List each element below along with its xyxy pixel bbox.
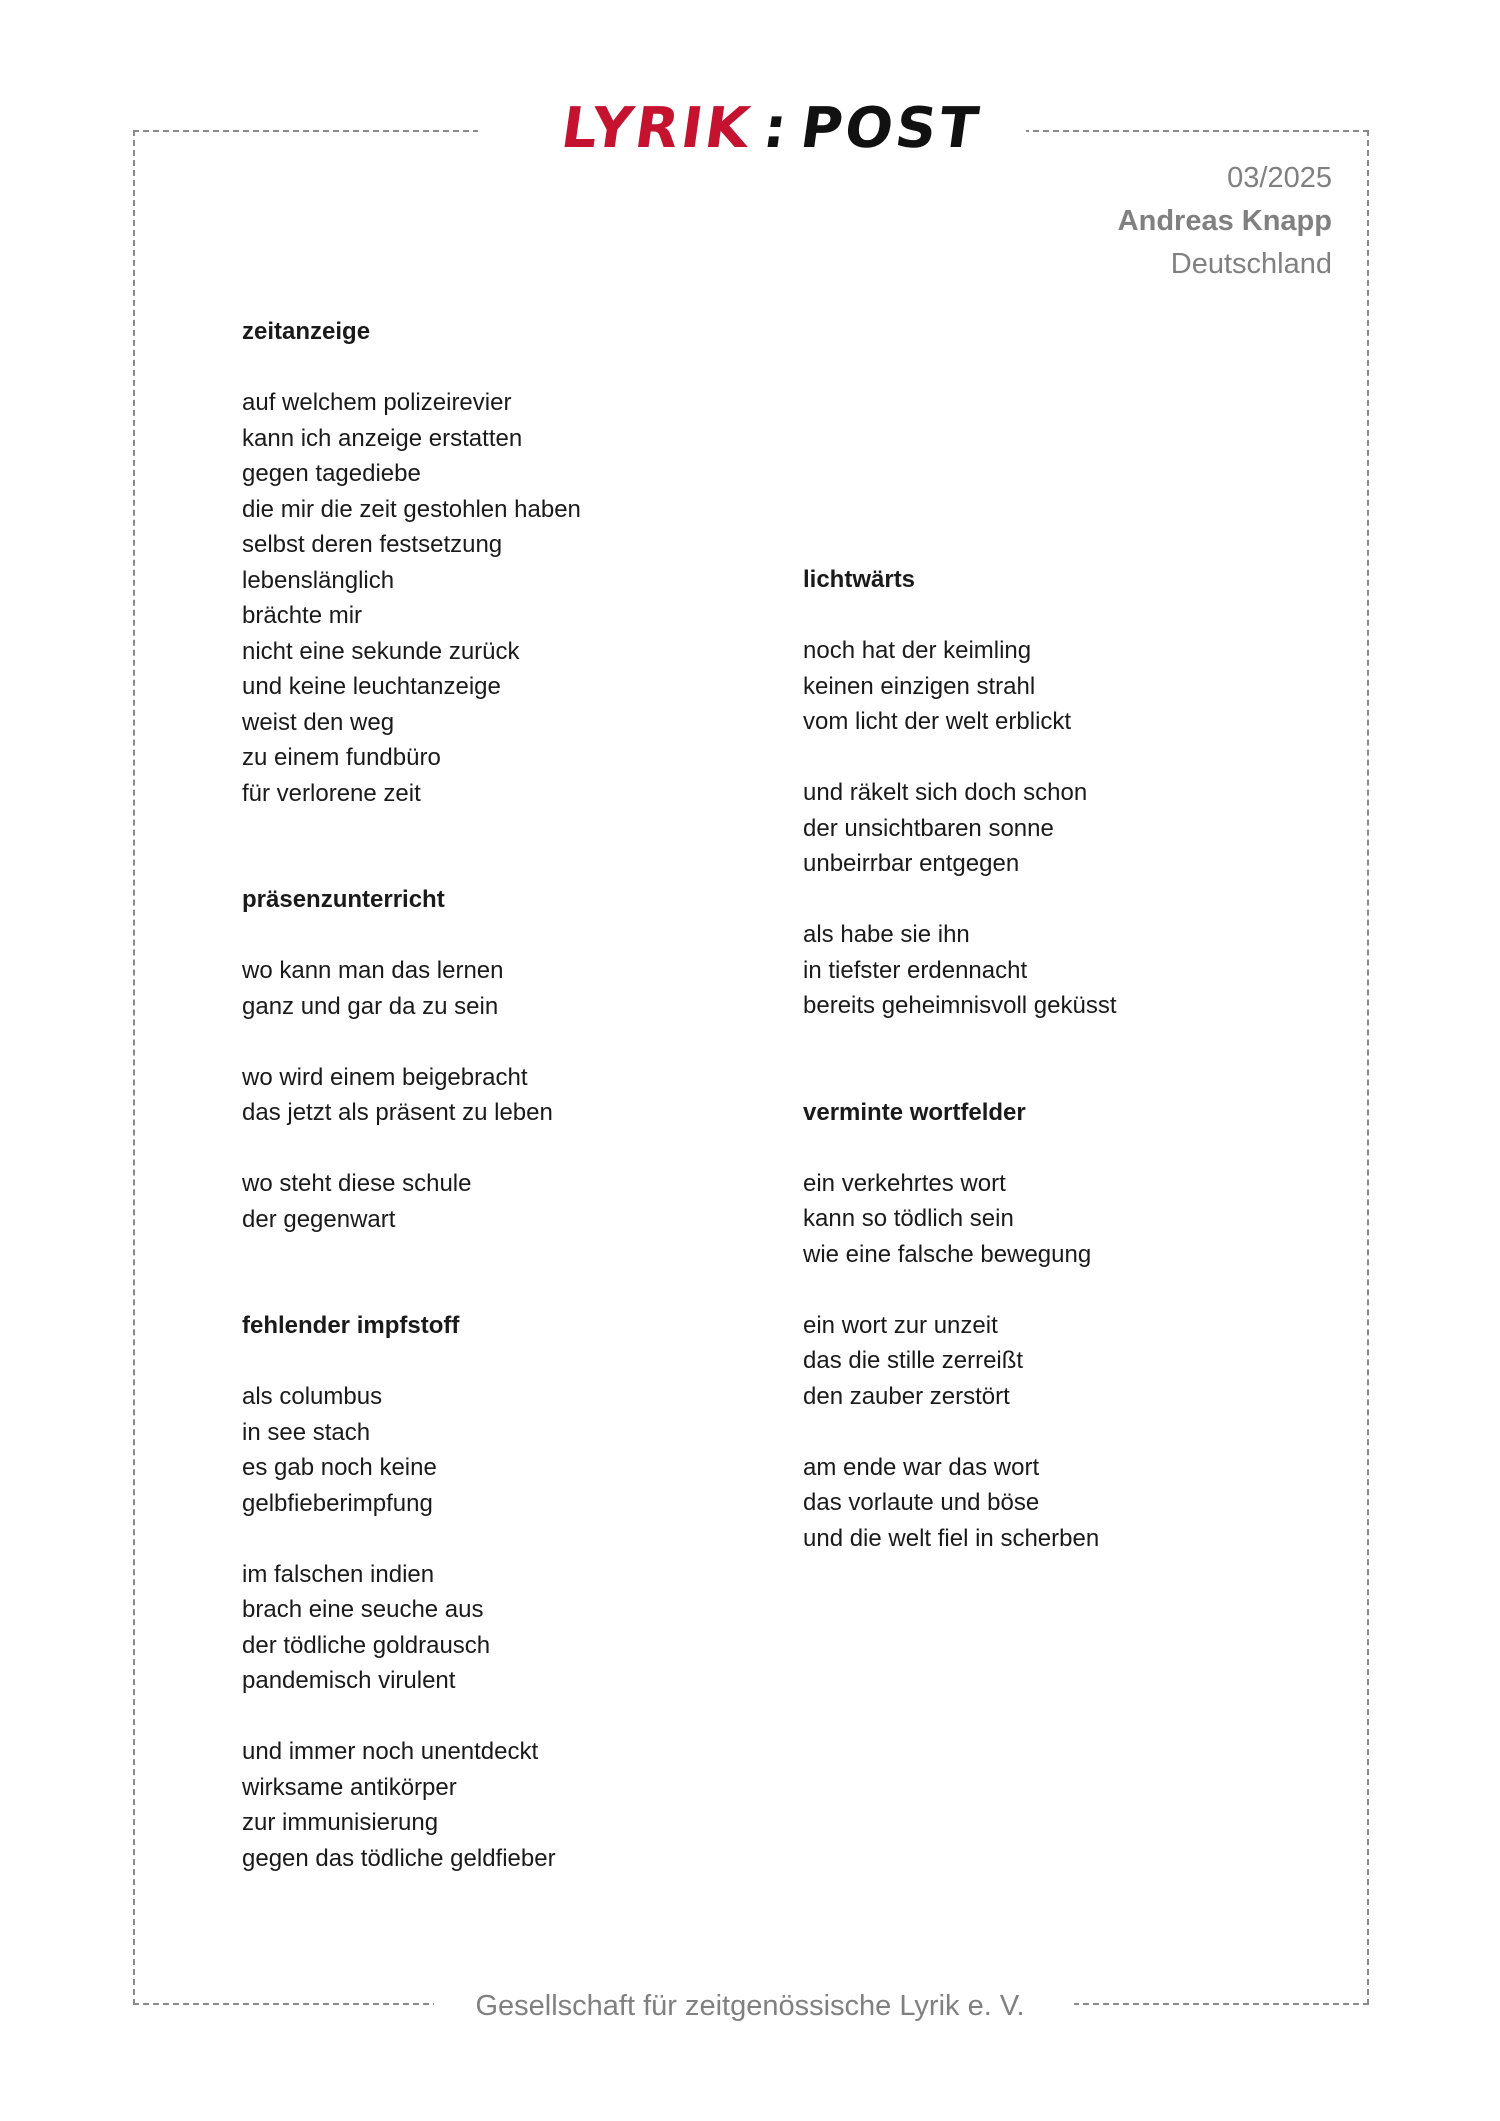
poem-line: bereits geheimnisvoll geküsst [803,992,1117,1019]
poem-line: weist den weg [242,708,395,736]
author-name: Andreas Knapp [1117,205,1332,237]
poem-line: wo kann man das lernen [242,957,504,984]
poem-line: kann ich anzeige erstatten [242,424,523,452]
author-country: Deutschland [1170,248,1332,280]
poem-line: gegen das tödliche geldfieber [242,1844,556,1872]
poem-line: im falschen indien [242,1560,435,1588]
issue-number: 03/2025 [1227,162,1332,194]
poem-line: als habe sie ihn [803,921,970,948]
poem-line: für verlorene zeit [242,779,421,807]
poem-line: selbst deren festsetzung [242,531,503,558]
poem-line: ganz und gar da zu sein [242,992,499,1020]
poem-line: und immer noch unentdeckt [242,1738,539,1765]
poem-line: wo steht diese schule [242,1170,472,1197]
footer-society-name: Gesellschaft für zeitgenössische Lyrik e. V. [475,1990,1025,2022]
poem-line: zur immunisierung [242,1809,439,1836]
poem-title: zeitanzeige [242,318,371,345]
poem-line: brach eine seuche aus [242,1596,484,1623]
poem-line: als columbus [242,1383,383,1410]
poem-title: präsenzunterricht [242,886,445,913]
poem-title: lichtwärts [803,566,916,593]
poem-line: vom licht der welt erblickt [803,708,1072,735]
poem-line: wirksame antikörper [242,1773,457,1801]
logo-word-post: POST [796,95,986,161]
poem-line: nicht eine sekunde zurück [242,637,520,665]
poem-line: das die stille zerreißt [803,1347,1024,1374]
poem-line: keinen einzigen strahl [803,672,1036,700]
poem-title: fehlender impfstoff [242,1312,460,1339]
poem-line: es gab noch keine [242,1454,437,1481]
poem-line: in tiefster erdennacht [803,956,1028,984]
poem-line: noch hat der keimling [803,637,1032,664]
poem-line: unbeirrbar entgegen [803,850,1020,877]
poem-line: pandemisch virulent [242,1667,456,1694]
poem-line: wo wird einem beigebracht [242,1063,528,1091]
poem-line: am ende war das wort [803,1453,1040,1481]
poem-line: der tödliche goldrausch [242,1631,491,1659]
poem-line: zu einem fundbüro [242,744,441,771]
poem-line: und die welt fiel in scherben [803,1524,1100,1552]
poem-line: gelbfieberimpfung [242,1489,433,1517]
header-meta [1118,157,1332,286]
lyrik-post-logo [558,96,985,160]
poem-line: ein wort zur unzeit [803,1311,998,1339]
poem-line: und keine leuchtanzeige [242,673,501,700]
poem-line: gegen tagediebe [242,460,421,487]
poem-line: das vorlaute und böse [803,1489,1040,1516]
poem-line: auf welchem polizeirevier [242,389,512,416]
poem-line: wie eine falsche bewegung [803,1240,1092,1268]
poem-line: kann so tödlich sein [803,1205,1014,1232]
poem-line: lebenslänglich [242,566,395,594]
logo-word-lyrik: LYRIK [557,95,757,161]
poem-line: und räkelt sich doch schon [803,779,1088,806]
logo-separator: : [759,95,794,161]
poem-title: verminte wortfelder [803,1098,1026,1126]
poem-line: die mir die zeit gestohlen haben [242,495,581,523]
poem-line: der unsichtbaren sonne [803,814,1054,842]
poem-line: das jetzt als präsent zu leben [242,1099,553,1126]
poem-line: ein verkehrtes wort [803,1169,1006,1197]
left-column [242,314,581,1876]
poem-line: den zauber zerstört [803,1382,1010,1410]
poem-line: brächte mir [242,602,363,629]
right-column [803,562,1117,1556]
poem-line: in see stach [242,1418,371,1446]
poem-line: der gegenwart [242,1205,396,1233]
